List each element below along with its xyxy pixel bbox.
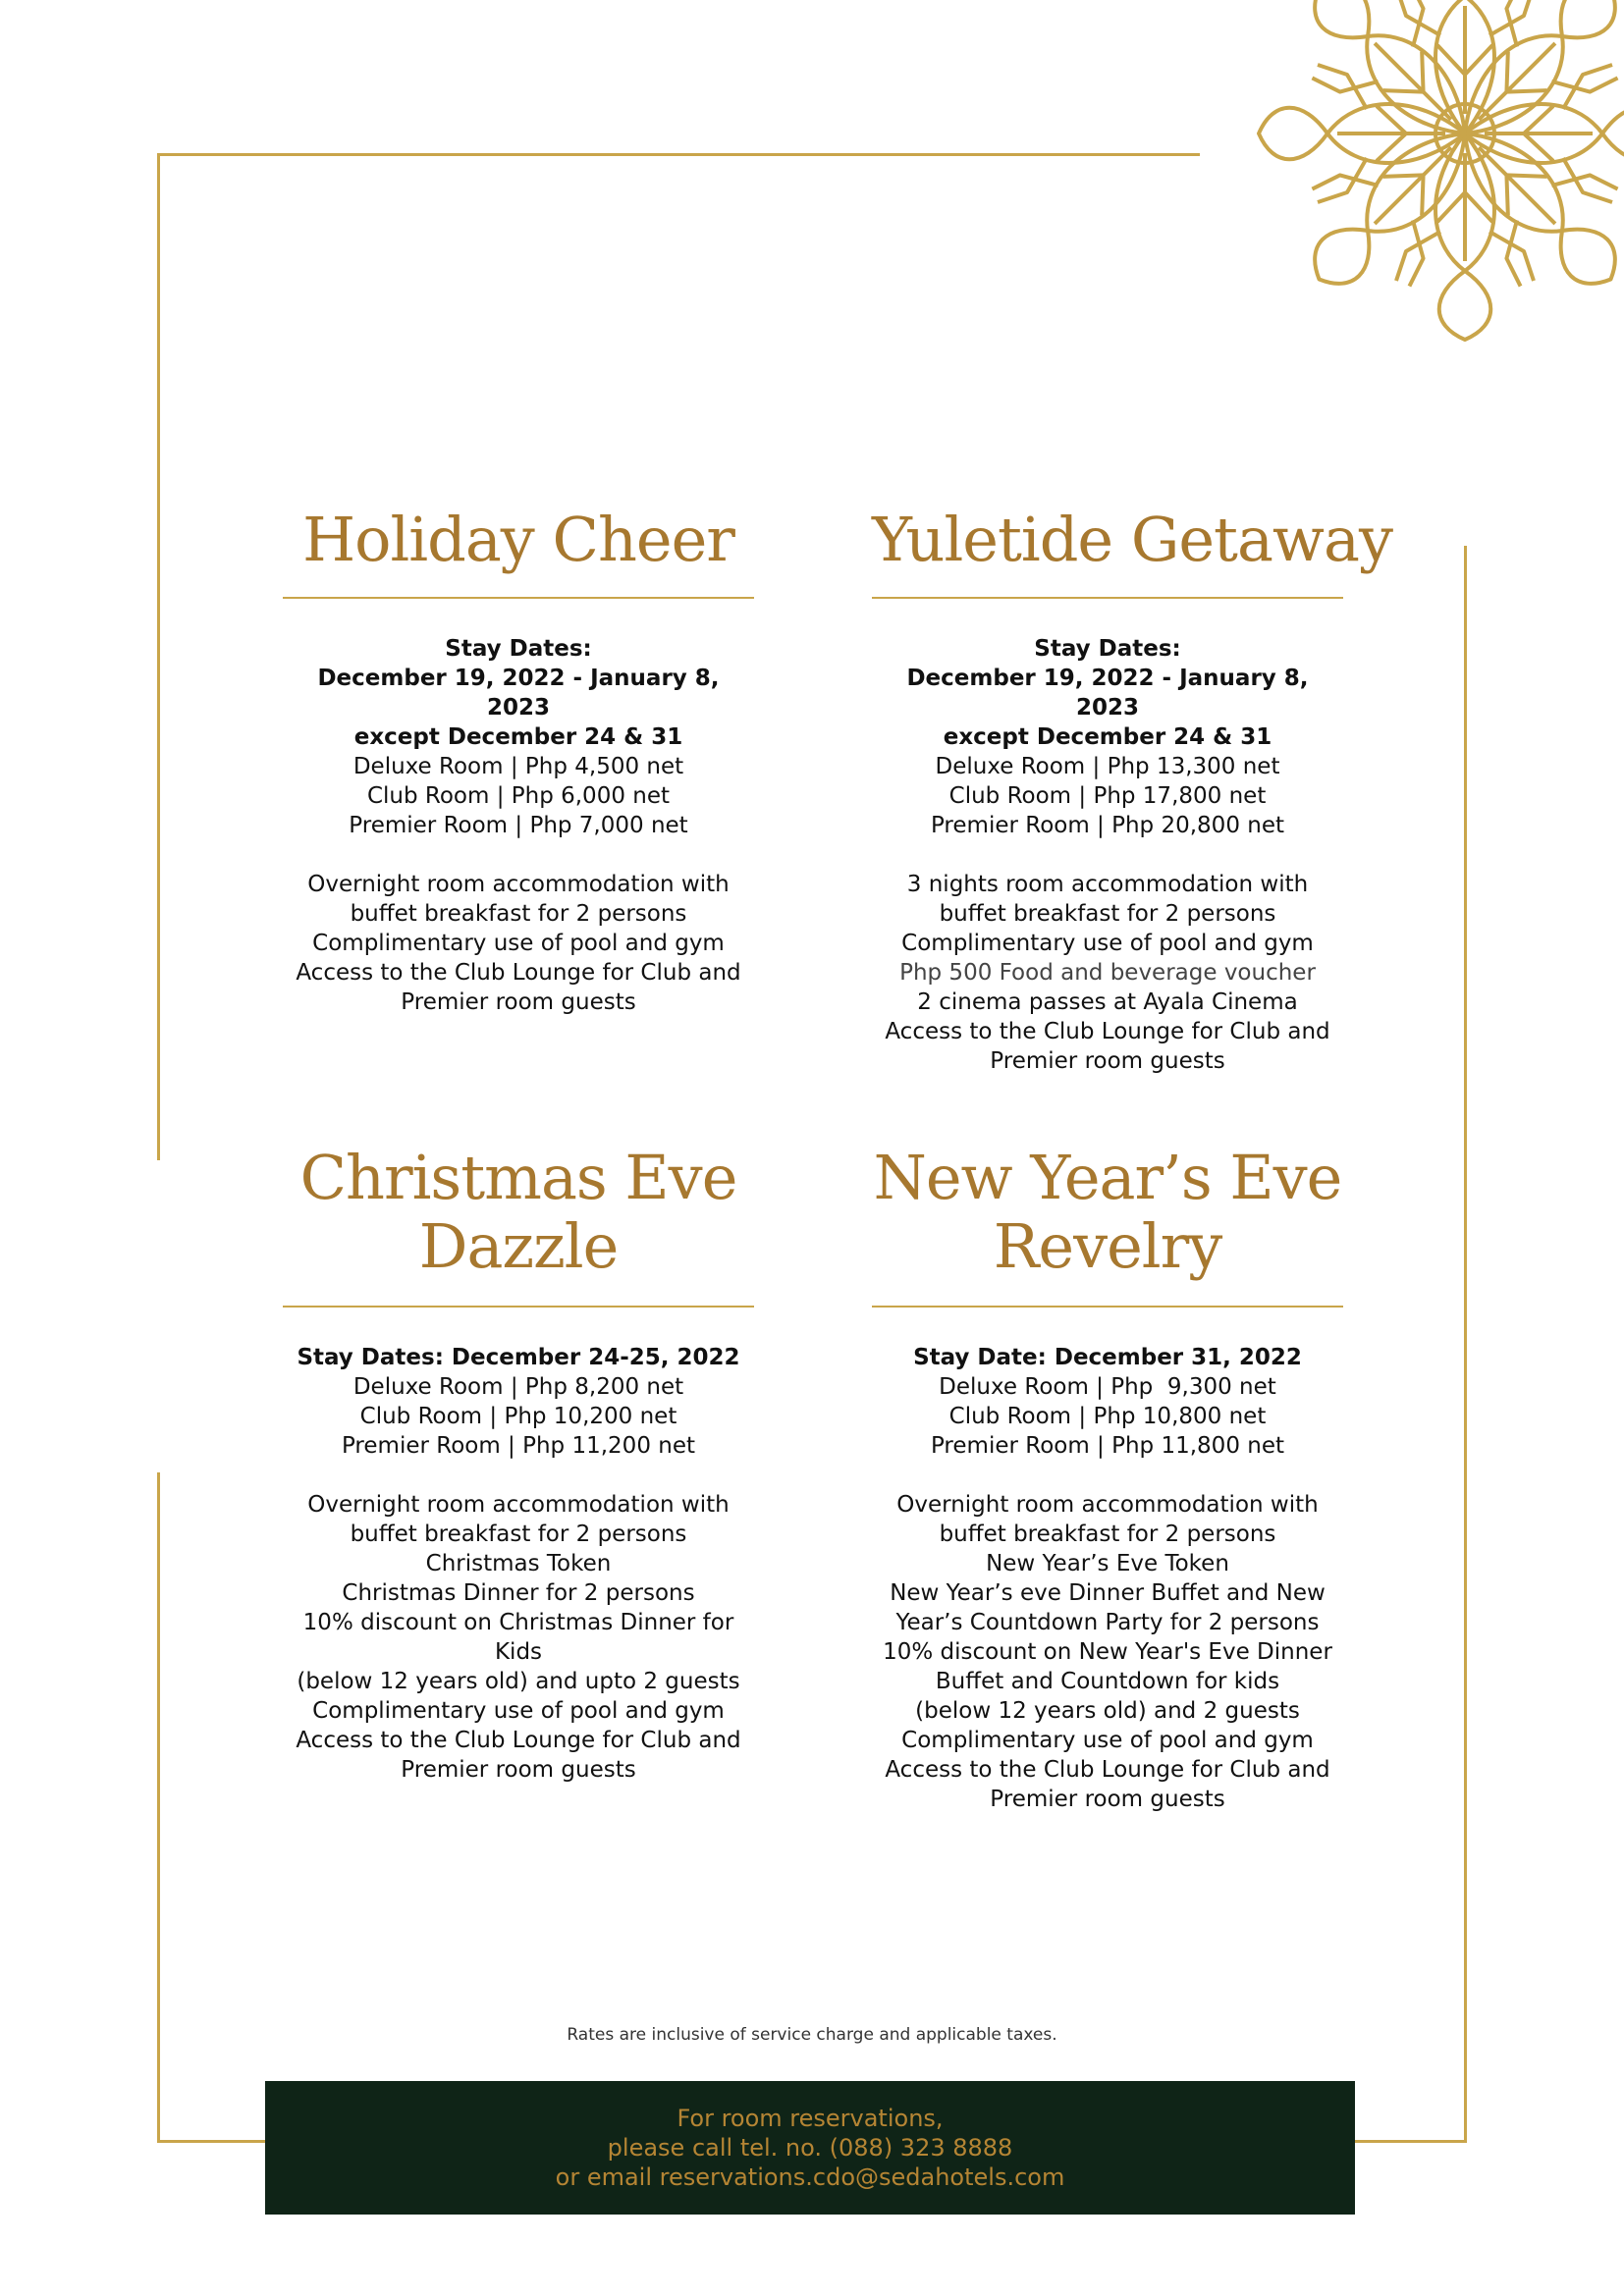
package-yuletide-getaway <box>872 504 1392 1076</box>
rate-deluxe: Deluxe Room | Php 13,300 net <box>935 754 1280 779</box>
package-details <box>872 634 1343 1076</box>
inclusion-line: 10% discount on Christmas Dinner for Kids <box>302 1610 734 1665</box>
rate-club: Club Room | Php 6,000 net <box>366 783 671 809</box>
stay-dates-range: December 19, 2022 - January 8, 2023 <box>317 666 720 721</box>
rate-deluxe: Deluxe Room | Php 8,200 net <box>352 1374 684 1400</box>
package-new-years-eve-revelry <box>872 1144 1343 1814</box>
package-title-line: Holiday Cheer <box>302 504 734 575</box>
inclusion-line: Christmas Token <box>425 1551 612 1576</box>
inclusion-line: Buffet and Countdown for kids <box>935 1669 1280 1694</box>
inclusion-line: buffet breakfast for 2 persons <box>350 1522 687 1547</box>
title-divider <box>872 1306 1343 1308</box>
inclusion-line: Premier room guests <box>990 1048 1225 1074</box>
footer-email-line: or email reservations.cdo@sedahotels.com <box>555 2163 1065 2191</box>
rate-premier: Premier Room | Php 7,000 net <box>349 813 688 838</box>
reservations-footer <box>265 2081 1355 2215</box>
rate-club: Club Room | Php 17,800 net <box>948 783 1267 809</box>
stay-dates-exception: except December 24 & 31 <box>943 724 1272 750</box>
inclusion-line: Php 500 Food and beverage voucher <box>899 960 1316 986</box>
inclusion-line: New Year’s eve Dinner Buffet and New <box>890 1580 1326 1606</box>
inclusion-line: Access to the Club Lounge for Club and <box>296 1728 741 1753</box>
spacer <box>283 840 754 870</box>
rate-premier: Premier Room | Php 11,200 net <box>341 1433 696 1459</box>
package-title-line: Dazzle <box>418 1210 619 1282</box>
inclusion-line: buffet breakfast for 2 persons <box>939 901 1276 927</box>
rate-premier: Premier Room | Php 11,800 net <box>930 1433 1285 1459</box>
spacer <box>872 1461 1343 1490</box>
inclusion-line: Year’s Countdown Party for 2 persons <box>895 1610 1320 1635</box>
stay-dates-label: Stay Date: December 31, 2022 <box>913 1345 1302 1370</box>
inclusion-line: buffet breakfast for 2 persons <box>350 901 687 927</box>
rate-premier: Premier Room | Php 20,800 net <box>930 813 1285 838</box>
package-title <box>872 1144 1343 1281</box>
package-title <box>872 504 1392 575</box>
inclusion-line: 3 nights room accommodation with <box>906 872 1309 897</box>
footer-phone-line: please call tel. no. (088) 323 8888 <box>607 2134 1013 2162</box>
snowflake-ornament-icon <box>1129 0 1624 510</box>
frame-bottom-border-left <box>157 2140 267 2143</box>
package-holiday-cheer <box>283 506 754 1017</box>
inclusion-line: Complimentary use of pool and gym <box>901 1728 1314 1753</box>
inclusion-line: New Year’s Eve Token <box>986 1551 1229 1576</box>
inclusion-line: Access to the Club Lounge for Club and <box>885 1019 1330 1044</box>
package-christmas-eve-dazzle <box>283 1144 754 1785</box>
stay-dates-range: December 19, 2022 - January 8, 2023 <box>906 666 1309 721</box>
package-title-line: Revelry <box>993 1210 1222 1282</box>
rate-deluxe: Deluxe Room | Php 4,500 net <box>352 754 684 779</box>
rate-club: Club Room | Php 10,200 net <box>359 1404 677 1429</box>
rate-deluxe: Deluxe Room | Php 9,300 net <box>939 1374 1276 1400</box>
frame-bottom-border-right <box>1353 2140 1467 2143</box>
package-title <box>283 1144 754 1281</box>
inclusion-line: 2 cinema passes at Ayala Cinema <box>917 989 1298 1015</box>
spacer <box>283 1461 754 1490</box>
inclusion-line: Overnight room accommodation with <box>307 1492 730 1518</box>
inclusion-line: Christmas Dinner for 2 persons <box>342 1580 695 1606</box>
title-divider <box>283 597 754 599</box>
rate-club: Club Room | Php 10,800 net <box>948 1404 1267 1429</box>
package-title <box>283 506 754 574</box>
inclusion-line: Access to the Club Lounge for Club and <box>885 1757 1330 1783</box>
inclusion-line: 10% discount on New Year's Eve Dinner <box>883 1639 1332 1665</box>
inclusion-line: buffet breakfast for 2 persons <box>939 1522 1276 1547</box>
footer-line: For room reservations, <box>677 2105 944 2132</box>
inclusion-line: Premier room guests <box>990 1787 1225 1812</box>
inclusion-line: Complimentary use of pool and gym <box>312 931 725 956</box>
frame-top-border <box>157 153 1200 156</box>
stay-dates-label: Stay Dates: December 24-25, 2022 <box>297 1345 740 1370</box>
inclusion-line: Overnight room accommodation with <box>896 1492 1319 1518</box>
inclusion-line: Premier room guests <box>401 1757 636 1783</box>
stay-dates-label: Stay Dates: <box>445 636 592 662</box>
package-title-line: Christmas Eve <box>299 1142 737 1213</box>
package-title-line: New Year’s Eve <box>873 1142 1342 1213</box>
inclusion-line: Complimentary use of pool and gym <box>901 931 1314 956</box>
inclusion-line: Premier room guests <box>401 989 636 1015</box>
inclusion-line: Overnight room accommodation with <box>307 872 730 897</box>
package-details <box>872 1343 1343 1814</box>
stay-dates-exception: except December 24 & 31 <box>353 724 683 750</box>
stay-dates-label: Stay Dates: <box>1034 636 1181 662</box>
frame-right-border <box>1464 546 1467 2142</box>
inclusion-line: (below 12 years old) and 2 guests <box>915 1698 1300 1724</box>
title-divider <box>283 1306 754 1308</box>
title-divider <box>872 597 1343 599</box>
inclusion-line: (below 12 years old) and upto 2 guests <box>297 1669 740 1694</box>
package-details <box>283 634 754 1017</box>
package-title-line: Yuletide Getaway <box>872 504 1392 575</box>
spacer <box>872 840 1343 870</box>
package-details <box>283 1343 754 1785</box>
inclusion-line: Access to the Club Lounge for Club and <box>296 960 741 986</box>
inclusion-line: Complimentary use of pool and gym <box>312 1698 725 1724</box>
rates-disclaimer: Rates are inclusive of service charge and applicable taxes. <box>567 2025 1057 2045</box>
frame-left-border <box>157 153 160 1160</box>
